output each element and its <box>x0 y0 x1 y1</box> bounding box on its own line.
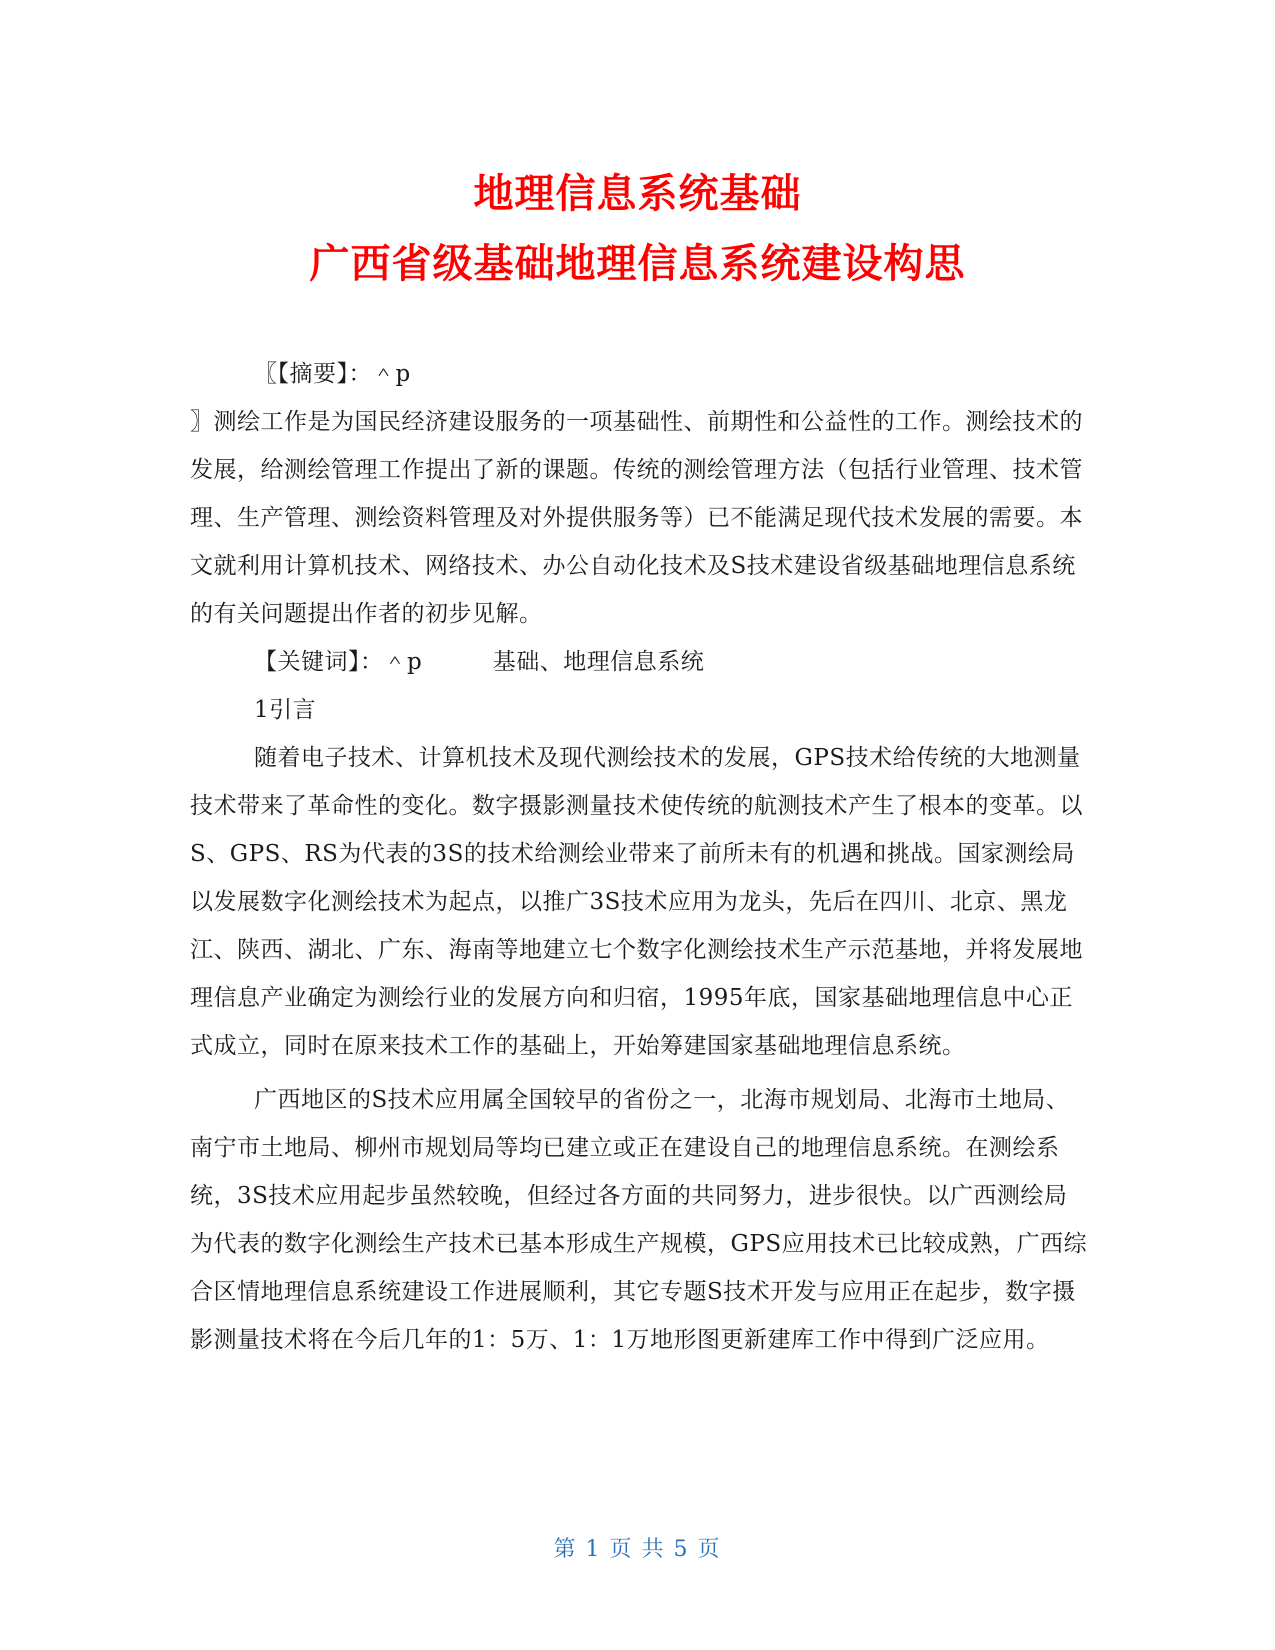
keywords-line: 【关键词】：＾p 基础、地理信息系统 <box>254 649 705 675</box>
footer-page-unit: 页 <box>609 1537 634 1562</box>
document-title-line2: 广西省级基础地理信息系统建设构思 <box>309 241 966 287</box>
abstract-text: 〗测绘工作是为国民经济建设服务的一项基础性、前期性和公益性的工作。测绘技术的发展，给测绘管理工作提出了新的课题。传统的测绘管理方法（包括行业管理、技术管理、生产管理、测绘资料管理及对外提供服务等）已不能满足现代技术发展的需要。本文就利用计算机技术、网络技术、办公自动化技术及S技术建设省级基础地理信息系统的有关问题提出作者的初步见解。 <box>190 409 1083 627</box>
page-footer <box>0 1532 1275 1563</box>
footer-page-number: 1 <box>585 1537 602 1562</box>
section-heading: 1引言 <box>254 697 317 723</box>
footer-total-pages: 5 <box>673 1537 690 1562</box>
body-paragraph: 随着电子技术、计算机技术及现代测绘技术的发展，GPS技术给传统的大地测量技术带来了革命性的变化。数字摄影测量技术使传统的航测技术产生了根本的变革。以S、GPS、RS为代表的3S的技术给测绘业带来了前所未有的机遇和挑战。国家测绘局以发展数字化测绘技术为起点，以推广3S技术应用为龙头，先后在四川、北京、黑龙江、陕西、湖北、广东、海南等地建立七个数字化测绘技术生产示范基地，并将发展地理信息产业确定为测绘行业的发展方向和归宿，1995年底，国家基础地理信息中心正式成立，同时在原来技术工作的基础上，开始筹建国家基础地理信息系统。 <box>190 745 1083 1059</box>
footer-total-unit: 页 <box>697 1537 722 1562</box>
footer-page-word: 第 <box>553 1537 578 1562</box>
document-title-line1: 地理信息系统基础 <box>473 171 802 217</box>
abstract-label: 〖【摘要】：＾p <box>254 361 411 387</box>
document-body <box>190 350 1090 1364</box>
body-paragraph: 广西地区的S技术应用属全国较早的省份之一，北海市规划局、北海市土地局、南宁市土地局、柳州市规划局等均已建立或正在建设自己的地理信息系统。在测绘系统，3S技术应用起步虽然较晚，但经过各方面的共同努力，进步很快。以广西测绘局为代表的数字化测绘生产技术已基本形成生产规模，GPS应用技术已比较成熟，广西综合区情地理信息系统建设工作进展顺利，其它专题S技术开发与应用正在起步，数字摄影测量技术将在今后几年的1：5万、1：1万地形图更新建库工作中得到广泛应用。 <box>190 1087 1088 1353</box>
footer-total-word: 共 <box>641 1537 666 1562</box>
